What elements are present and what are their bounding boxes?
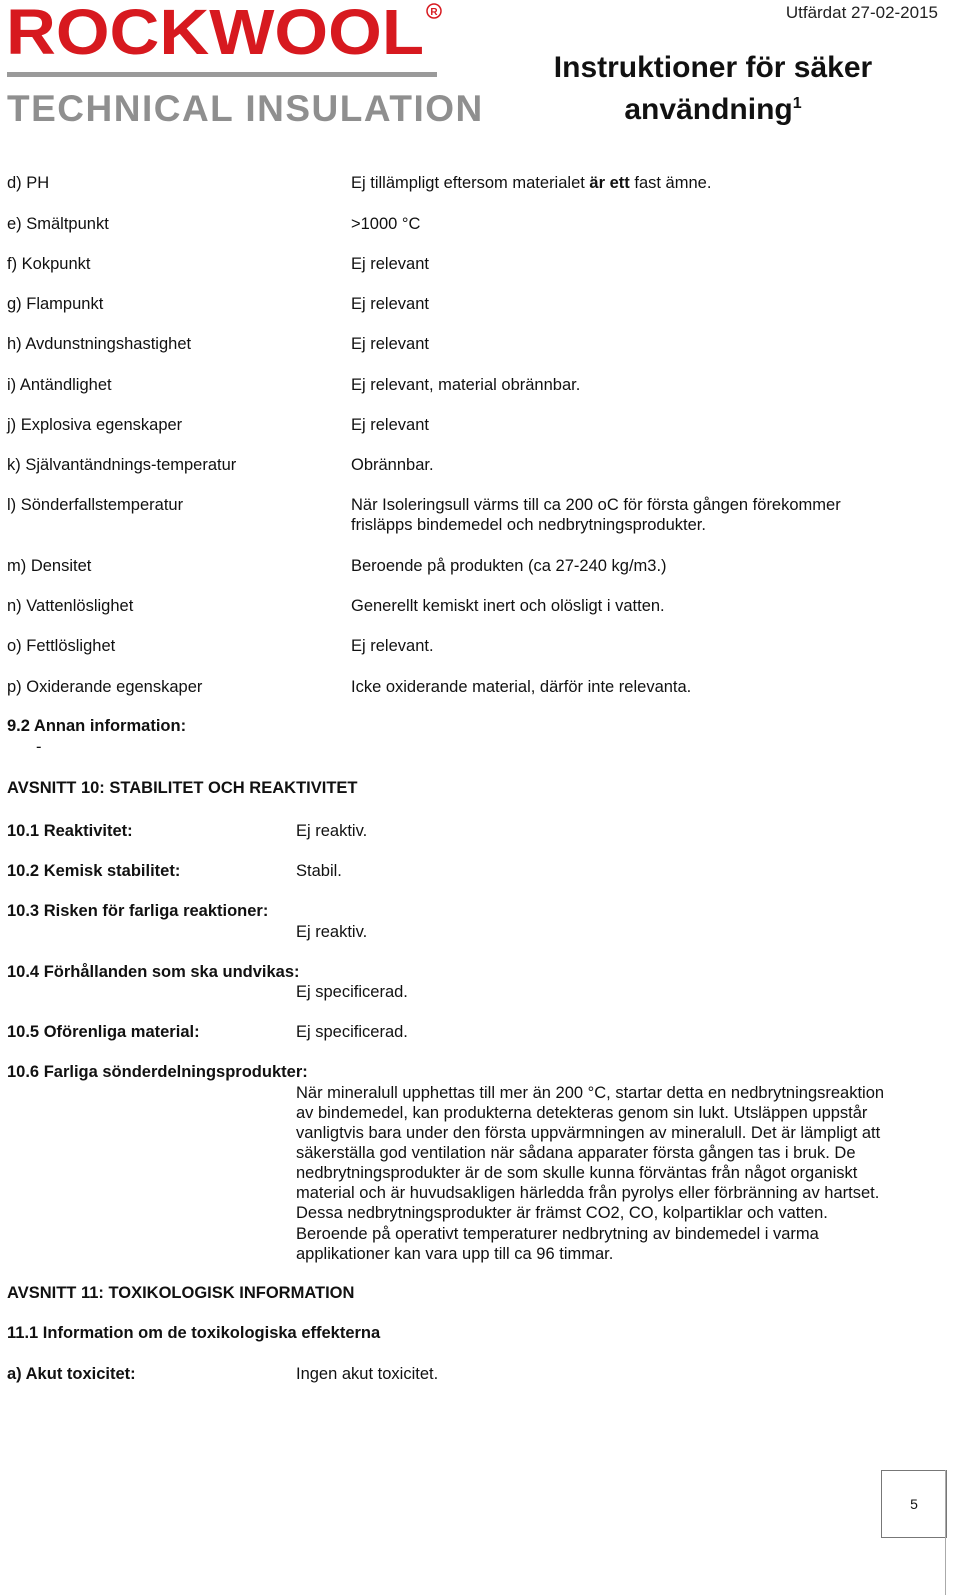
- property-value: När Isoleringsull värms till ca 200 oC för första gången förekommer: [351, 496, 841, 514]
- property-label: g) Flampunkt: [7, 295, 104, 313]
- property-label: j) Explosiva egenskaper: [7, 416, 183, 434]
- property-value: Ej relevant.: [351, 637, 434, 655]
- item-label: 10.3 Risken för farliga reaktioner:: [7, 902, 269, 920]
- property-label: e) Smältpunkt: [7, 215, 109, 233]
- issue-date: Utfärdat 27-02-2015: [785, 3, 938, 22]
- value-part: fast ämne.: [629, 174, 712, 192]
- value-part: Ej tillämpligt eftersom materialet: [351, 174, 590, 192]
- item-paragraph-line: av bindemedel, kan produkterna detekteras genom sin lukt. Utsläppen uppstår: [296, 1104, 868, 1122]
- item-value: Ej reaktiv.: [296, 923, 368, 941]
- division-name: TECHNICAL INSULATION: [7, 88, 484, 129]
- svg-text:R: R: [430, 7, 438, 18]
- item-value: Ej specificerad.: [296, 983, 408, 1001]
- page-number: 5: [910, 1496, 918, 1512]
- rockwool-logo: [6, 2, 444, 64]
- item-paragraph-line: säkerställa god ventilation när sådana apparater första gången tas i bruk. De: [296, 1144, 856, 1162]
- property-value: Obrännbar.: [351, 456, 434, 474]
- property-value: Ej relevant, material obrännbar.: [351, 376, 581, 394]
- item-value: Ej reaktiv.: [296, 822, 368, 840]
- title-footnote-mark: 1: [792, 95, 802, 112]
- logo-wordmark: ROCKWOOL: [6, 2, 425, 64]
- title-line-2: användning: [624, 93, 793, 126]
- property-label: l) Sönderfallstemperatur: [7, 496, 184, 514]
- item-paragraph-line: Dessa nedbrytningsprodukter är främst CO2, CO, kolpartiklar och vatten.: [296, 1204, 828, 1222]
- item-label: 10.5 Oförenliga material:: [7, 1023, 200, 1041]
- property-value-continued: frisläpps bindemedel och nedbrytningsprodukter.: [351, 516, 706, 534]
- item-paragraph-line: nedbrytningsprodukter är de som skulle kunna förväntas från något organiskt: [296, 1164, 858, 1182]
- other-info-value: -: [36, 738, 42, 756]
- item-paragraph-line: applikationer kan vara upp till ca 96 timmar.: [296, 1245, 614, 1263]
- property-label: f) Kokpunkt: [7, 255, 91, 273]
- property-label: o) Fettlöslighet: [7, 637, 116, 655]
- other-info-heading: 9.2 Annan information:: [7, 717, 187, 735]
- property-label: k) Självantändnings-temperatur: [7, 456, 237, 474]
- item-paragraph-line: vanligtvis bara under den första uppvärmningen av mineralull. Det är lämpligt att: [296, 1124, 881, 1142]
- property-value: >1000 °C: [351, 215, 421, 233]
- property-label: p) Oxiderande egenskaper: [7, 678, 203, 696]
- item-paragraph-line: När mineralull upphettas till mer än 200 °C, startar detta en nedbrytningsreaktion: [296, 1084, 885, 1102]
- property-label: m) Densitet: [7, 557, 92, 575]
- property-label: h) Avdunstningshastighet: [7, 335, 192, 353]
- property-value: Icke oxiderande material, därför inte relevanta.: [351, 678, 692, 696]
- item-label: 10.4 Förhållanden som ska undvikas:: [7, 963, 300, 981]
- item-value: Ingen akut toxicitet.: [296, 1365, 439, 1383]
- property-label: i) Antändlighet: [7, 376, 112, 394]
- item-label: a) Akut toxicitet:: [7, 1365, 136, 1383]
- property-value: Ej relevant: [351, 416, 429, 434]
- section-10-heading: AVSNITT 10: STABILITET OCH REAKTIVITET: [7, 779, 358, 797]
- document-title: [530, 50, 896, 128]
- property-value: [351, 173, 711, 193]
- item-label: 10.1 Reaktivitet:: [7, 822, 133, 840]
- section-11-subheading: 11.1 Information om de toxikologiska effekterna: [7, 1324, 381, 1342]
- item-paragraph-line: Beroende på operativt temperaturer nedbrytning av bindemedel i varma: [296, 1225, 819, 1243]
- section-11-heading: AVSNITT 11: TOXIKOLOGISK INFORMATION: [7, 1284, 355, 1302]
- page-edge-line: [945, 1470, 946, 1595]
- item-value: Stabil.: [296, 862, 342, 880]
- value-part-bold: är ett: [589, 174, 630, 192]
- property-value: Ej relevant: [351, 255, 429, 273]
- property-value: Ej relevant: [351, 335, 429, 353]
- property-label: n) Vattenlöslighet: [7, 597, 134, 615]
- logo-divider: [7, 72, 437, 77]
- property-label: d) PH: [7, 174, 50, 192]
- item-label: 10.6 Farliga sönderdelningsprodukter:: [7, 1063, 308, 1081]
- item-value: Ej specificerad.: [296, 1023, 408, 1041]
- property-value: Generellt kemiskt inert och olösligt i vatten.: [351, 597, 665, 615]
- page-number-box: [881, 1470, 947, 1538]
- item-paragraph-line: material och är huvudsakligen härledda från pyrolys eller förbränning av hartset.: [296, 1184, 880, 1202]
- property-value: Ej relevant: [351, 295, 429, 313]
- item-label: 10.2 Kemisk stabilitet:: [7, 862, 181, 880]
- property-value: Beroende på produkten (ca 27-240 kg/m3.): [351, 557, 667, 575]
- title-line-1: Instruktioner för säker: [553, 51, 873, 84]
